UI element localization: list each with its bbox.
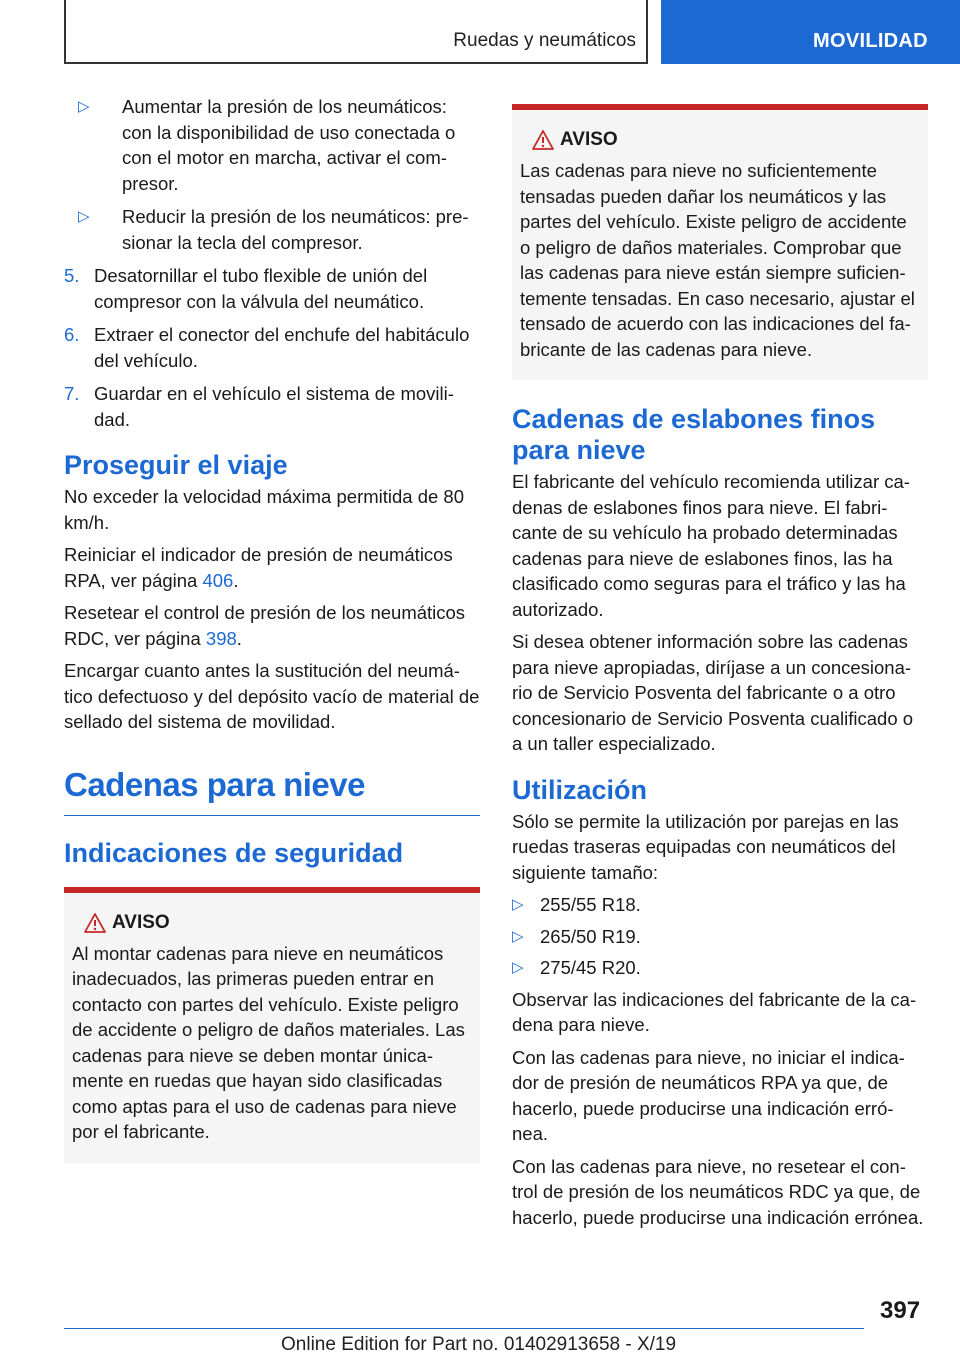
triangle-bullet-icon: ▷ (78, 98, 90, 115)
warning-text: Las cadenas para nieve no suficientemente tensadas pueden dañar los neumáticos y las partes del vehículo. Existe peligro de accidente o peligro de daños materiales. Comprobar que las cadenas para nieve están siempre suficien- temente tensadas. En caso necesario, ajustar el tensado de acuerdo con las indicaciones del fa- bricante de las cadenas para nieve. (520, 160, 915, 360)
warning-box (64, 887, 480, 1163)
warning-title: AVISO (72, 911, 472, 935)
step-number: 6. (64, 324, 80, 345)
footer-edition: Online Edition for Part no. 01402913658 - X/19 (281, 1334, 677, 1355)
paragraph: Reiniciar el indicador de presión de neumáticos RPA, ver página 406. (64, 544, 453, 591)
paragraph: Observar las indicaciones del fabricante de la ca- dena para nieve. (512, 988, 917, 1035)
footer-divider (64, 1328, 864, 1329)
paragraph: Con las cadenas para nieve, no iniciar el indica- dor de presión de neumáticos RPA ya que, de hacerlo, puede producirse una indicación erró- nea. (512, 1046, 905, 1144)
step-number: 5. (64, 265, 80, 286)
page-link-398[interactable]: 398 (205, 627, 237, 649)
step-number: 7. (64, 383, 80, 404)
step-item: 6. Extraer el conector del enchufe del habitáculo del vehículo. (64, 324, 470, 371)
paragraph: Encargar cuanto antes la sustitución del neumá- tico defectuoso y del depósito vacío de material de sellado del sistema de movilidad. (64, 660, 480, 732)
left-column (64, 94, 480, 1181)
step-item: 5. Desatornillar el tubo flexible de unión del compresor con la válvula del neumático. (64, 265, 428, 312)
warning-triangle-icon (532, 130, 554, 150)
section-heading-utilizacion: Utilización (512, 774, 648, 805)
list-item: ▷ 265/50 R19. (512, 924, 928, 950)
warning-text: Al montar cadenas para nieve en neumáticos inadecuados, las primeras pueden entrar en contacto con partes del vehículo. Existe peligro de accidente o peligro de daños materiales. Las cadenas para nieve se deben montar única- mente en ruedas que hayan sido clasificadas como aptas para el uso de cadenas para nieve por el fabricante. (72, 942, 465, 1142)
list-item: ▷ 275/45 R20. (512, 955, 928, 981)
warning-box (512, 104, 928, 380)
paragraph: Con las cadenas para nieve, no resetear el con- trol de presión de los neumáticos RDC ya que, de hacerlo, puede producirse una indicación errónea. (512, 1155, 924, 1228)
paragraph: Sólo se permite la utilización por parejas en las ruedas traseras equipadas con neumáticos del siguiente tamaño: (512, 810, 899, 883)
triangle-bullet-icon: ▷ (512, 959, 524, 976)
paragraph: Si desea obtener información sobre las cadenas para nieve apropiadas, diríjase a un concesiona- rio de Servicio Posventa del fabricante o a otro concesionario de Servicio Posventa cualificado o a un taller especializado. (512, 631, 914, 754)
section-heading-proseguir: Proseguir el viaje (64, 450, 288, 480)
triangle-bullet-icon: ▷ (512, 927, 524, 945)
page-number: 397 (880, 1297, 921, 1324)
section-heading-eslabones: Cadenas de eslabones finos para nieve (512, 404, 876, 465)
header-section-box (64, 0, 648, 64)
warning-triangle-icon (84, 913, 106, 933)
paragraph: No exceder la velocidad máxima permitida de 80 km/h. (64, 486, 465, 533)
header-section-title: Ruedas y neumáticos (453, 30, 636, 51)
list-item: ▷ Aumentar la presión de los neumáticos: con la disponibilidad de uso conectada o con el motor en marcha, activar el com- presor. (78, 96, 456, 194)
page-link-406[interactable]: 406 (202, 569, 234, 591)
triangle-bullet-icon: ▷ (512, 896, 524, 913)
header-chapter-tab[interactable]: MOVILIDAD (661, 0, 960, 64)
paragraph: El fabricante del vehículo recomienda utilizar ca- denas de eslabones finos para nieve. El fabri- cante de su vehículo ha probado determinadas cadenas para nieve de eslabones finos, las ha clasificado como seguras para el tráfico y las ha autorizado. (512, 471, 910, 620)
list-item: ▷ Reducir la presión de los neumáticos: pre- sionar la tecla del compresor. (78, 206, 469, 253)
paragraph: Resetear el control de presión de los neumáticos RDC, ver página 398. (64, 602, 466, 649)
step-item: 7. Guardar en el vehículo el sistema de movili- dad. (64, 383, 454, 430)
right-column (512, 94, 928, 1237)
triangle-bullet-icon: ▷ (78, 208, 90, 225)
chapter-heading-cadenas: Cadenas para nieve (64, 763, 480, 816)
section-heading-indicaciones: Indicaciones de seguridad (64, 837, 404, 868)
list-item: ▷ 255/55 R18. (512, 892, 928, 918)
warning-title: AVISO (520, 128, 920, 152)
